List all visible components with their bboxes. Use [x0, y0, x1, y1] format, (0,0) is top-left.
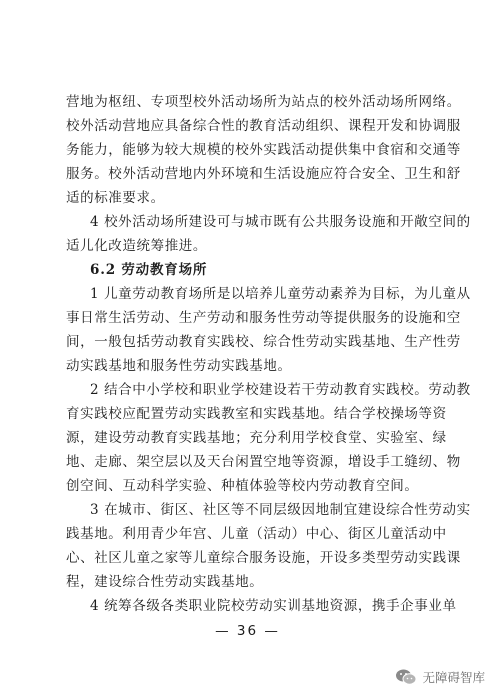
page-number: — 36 —: [215, 623, 280, 639]
body-text-line: 务能力，能够为较大规模的校外实践活动提供集中食宿和交通等: [66, 142, 461, 158]
body-text-line: 2 结合中小学校和职业学校建设若干劳动教育实践校。劳动教: [90, 382, 471, 398]
body-text-line: 地、走廊、架空层以及天台闲置空地等资源，增设手工缝纫、物: [66, 454, 461, 470]
body-text-line: 事日常生活劳动、生产劳动和服务性劳动等提供服务的设施和空: [66, 310, 461, 326]
body-text-line: 动实践基地和服务性劳动实践基地。: [66, 358, 292, 374]
section-heading: 6.2 劳动教育场所: [90, 262, 208, 278]
body-text-line: 践基地。利用青少年宫、儿童（活动）中心、街区儿童活动中: [66, 526, 447, 542]
body-text-line: 适儿化改造统筹推进。: [66, 238, 207, 254]
body-text-line: 3 在城市、街区、社区等不同层级因地制宜建设综合性劳动实: [90, 502, 471, 518]
body-text-line: 源，建设劳动教育实践基地；充分利用学校食堂、实验室、绿: [66, 430, 447, 446]
body-text-line: 间，一般包括劳动教育实践校、综合性劳动实践基地、生产性劳: [66, 334, 461, 350]
body-text-line: 适的标准要求。: [66, 190, 165, 206]
body-text-line: 营地为枢纽、专项型校外活动场所为站点的校外活动场所网络。: [66, 94, 461, 110]
body-text-line: 1 儿童劳动教育场所是以培养儿童劳动素养为目标，为儿童从: [90, 286, 471, 302]
body-text-line: 4 统筹各级各类职业院校劳动实训基地资源，携手企事业单: [90, 598, 457, 614]
body-text-line: 服务。校外活动营地内外环境和生活设施应符合安全、卫生和舒: [66, 166, 461, 182]
watermark-text: 无障碍智库: [422, 670, 485, 685]
body-text-line: 程，建设综合性劳动实践基地。: [66, 574, 264, 590]
watermark: [395, 668, 485, 686]
wechat-icon: [395, 668, 417, 686]
body-text-line: 校外活动营地应具备综合性的教育活动组织、课程开发和协调服: [66, 118, 461, 134]
body-text-line: 心、社区儿童之家等儿童综合服务设施，开设多类型劳动实践课: [66, 550, 461, 566]
body-text-line: 创空间、互动科学实验、种植体验等校内劳动教育空间。: [66, 478, 419, 494]
body-text-line: 育实践校应配置劳动实践教室和实践基地。结合学校操场等资: [66, 406, 447, 422]
body-text-line: 4 校外活动场所建设可与城市既有公共服务设施和开敞空间的: [90, 214, 471, 230]
